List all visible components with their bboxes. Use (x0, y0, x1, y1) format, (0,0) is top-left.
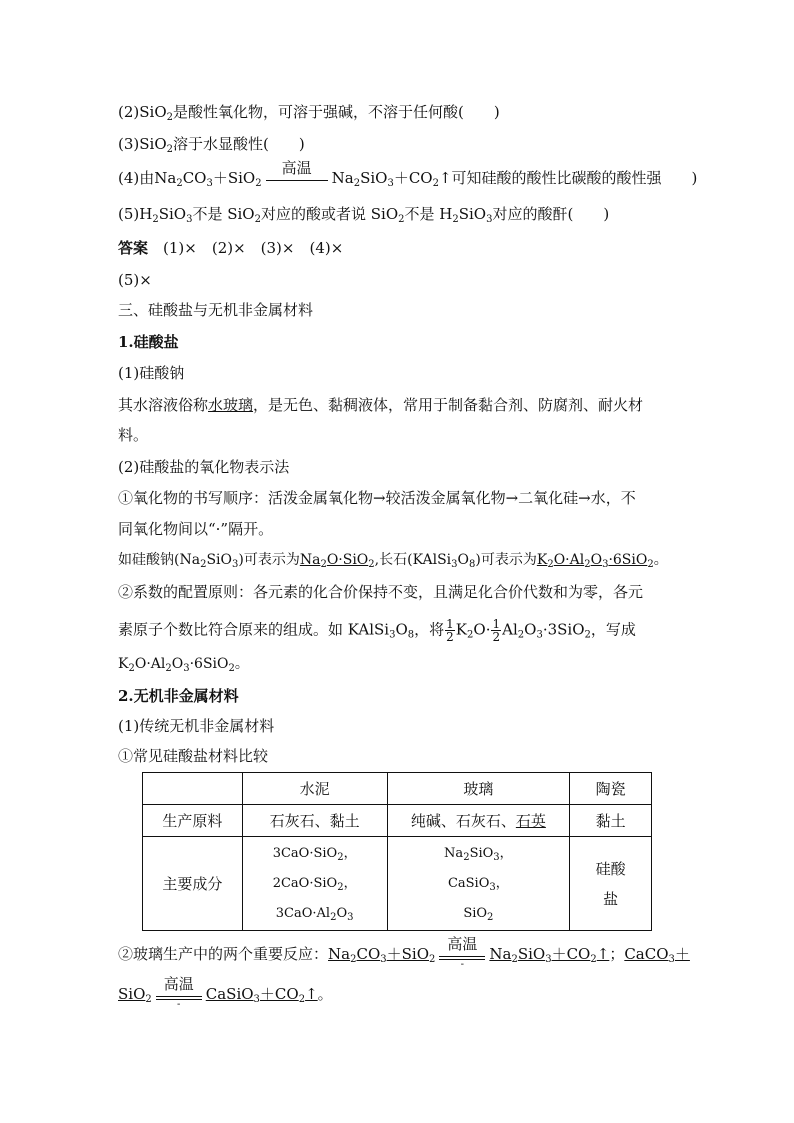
table-row (143, 805, 652, 837)
statement-3: (3)SiO$_2$溶于水显酸性( ) (118, 135, 305, 155)
table-header-cell (143, 773, 243, 805)
table-header-cell: 陶瓷 (570, 773, 652, 805)
paragraph-order: ①氧化物的书写顺序：活泼金属氧化物→较活泼金属氧化物→二氧化硅→水，不 (118, 489, 636, 507)
heading-oxide-notation: (2)硅酸盐的氧化物表示法 (118, 458, 290, 476)
reaction-condition: 高温 - (439, 944, 485, 966)
table-row (143, 837, 652, 931)
reaction-condition: 高温 (266, 168, 328, 190)
statement-5: $(5)H_2SiO_3$不是 SiO$_2$对应的酸或者说 SiO$_2$不是 $H_2SiO_3$对应的酸酐( ) (118, 205, 610, 225)
heading-silicate: 1.硅酸盐 (118, 333, 179, 351)
heading-comparison: ①常见硅酸盐材料比较 (118, 747, 269, 765)
paragraph-coefficient-cont: 素原子个数比符合原来的组成。如 $KAlSi_3O_8$，将 $\frac{1}{2}$ $K_2O\cdot$ $\frac{1}{2}$ $Al_2O_3\cdot 3SiO_2$，写成 (118, 617, 636, 644)
table-cell: 硅酸 盐 (570, 837, 652, 931)
answer-label: 答案 (118, 239, 149, 257)
table-header-cell: 玻璃 (387, 773, 570, 805)
answer-line: 答案 (1)× (2)× (3)× (4)× (118, 239, 344, 257)
fraction-half: $\frac{1}{2}$ (446, 617, 454, 644)
table-cell: 3CaO·SiO$_2$， 2CaO·SiO$_2$， $3CaO\cdot Al_2O_3$ (242, 837, 387, 931)
table-header-row (143, 773, 652, 805)
fraction-half: $\frac{1}{2}$ (492, 617, 501, 644)
table-cell: $Na_2SiO_3$， CaSiO$_3$， SiO$_2$ (387, 837, 570, 931)
table-cell: 生产原料 (143, 805, 243, 837)
table-cell: 黏土 (570, 805, 652, 837)
paragraph-water-glass-cont: 料。 (118, 426, 149, 444)
reaction-condition: 高温 - (156, 984, 202, 1006)
silicate-materials-table (142, 772, 652, 931)
table-cell: 纯碱、石灰石、石英 (387, 805, 570, 837)
heading-traditional-materials: (1)传统无机非金属材料 (118, 717, 275, 735)
glass-reaction-2: SiO$_2$ 高温 - $CaSiO_3+CO_2↑$。 (118, 975, 333, 1010)
statement-4: (4)由$Na_2CO_3+SiO_2$ 高温 $Na_2SiO_3+CO_2↑$可知硅酸的酸性比碳酸的酸性强 ) (118, 159, 698, 189)
section-heading-3: 三、硅酸盐与无机非金属材料 (118, 301, 314, 319)
table-cell: 石灰石、黏土 (242, 805, 387, 837)
paragraph-order-cont: 同氧化物间以“·”隔开。 (118, 520, 274, 538)
paragraph-coefficient: ②系数的配置原则：各元素的化合价保持不变，且满足化合价代数和为零，各元 (118, 583, 644, 601)
paragraph-example: 如硅酸钠$(Na_2SiO_3)$可表示为$Na_2O\cdot SiO_2$,长石$(KAlSi_3O_8)$可表示为$K_2O\cdot Al_2O_3\cdot 6SiO_2$。 (118, 552, 668, 570)
table-cell: 主要成分 (143, 837, 243, 931)
answer-line-2: (5)× (118, 271, 152, 289)
formula-feldspar: $K_2O\cdot Al_2O_3\cdot 6SiO_2$。 (118, 656, 249, 674)
statement-2: (2)SiO$_2$是酸性氧化物，可溶于强碱，不溶于任何酸( ) (118, 103, 500, 123)
paragraph-water-glass: 其水溶液俗称水玻璃，是无色、黏稠液体，常用于制备黏合剂、防腐剂、耐火材 (118, 396, 644, 414)
heading-sodium-silicate: (1)硅酸钠 (118, 364, 185, 382)
heading-inorganic-materials: 2.无机非金属材料 (118, 687, 239, 705)
glass-reaction-1: ②玻璃生产中的两个重要反应：$Na_2CO_3+SiO_2$ 高温 - $Na_2SiO_3+CO_2↑$；CaCO$_3$＋ (118, 935, 690, 970)
table-header-cell: 水泥 (242, 773, 387, 805)
